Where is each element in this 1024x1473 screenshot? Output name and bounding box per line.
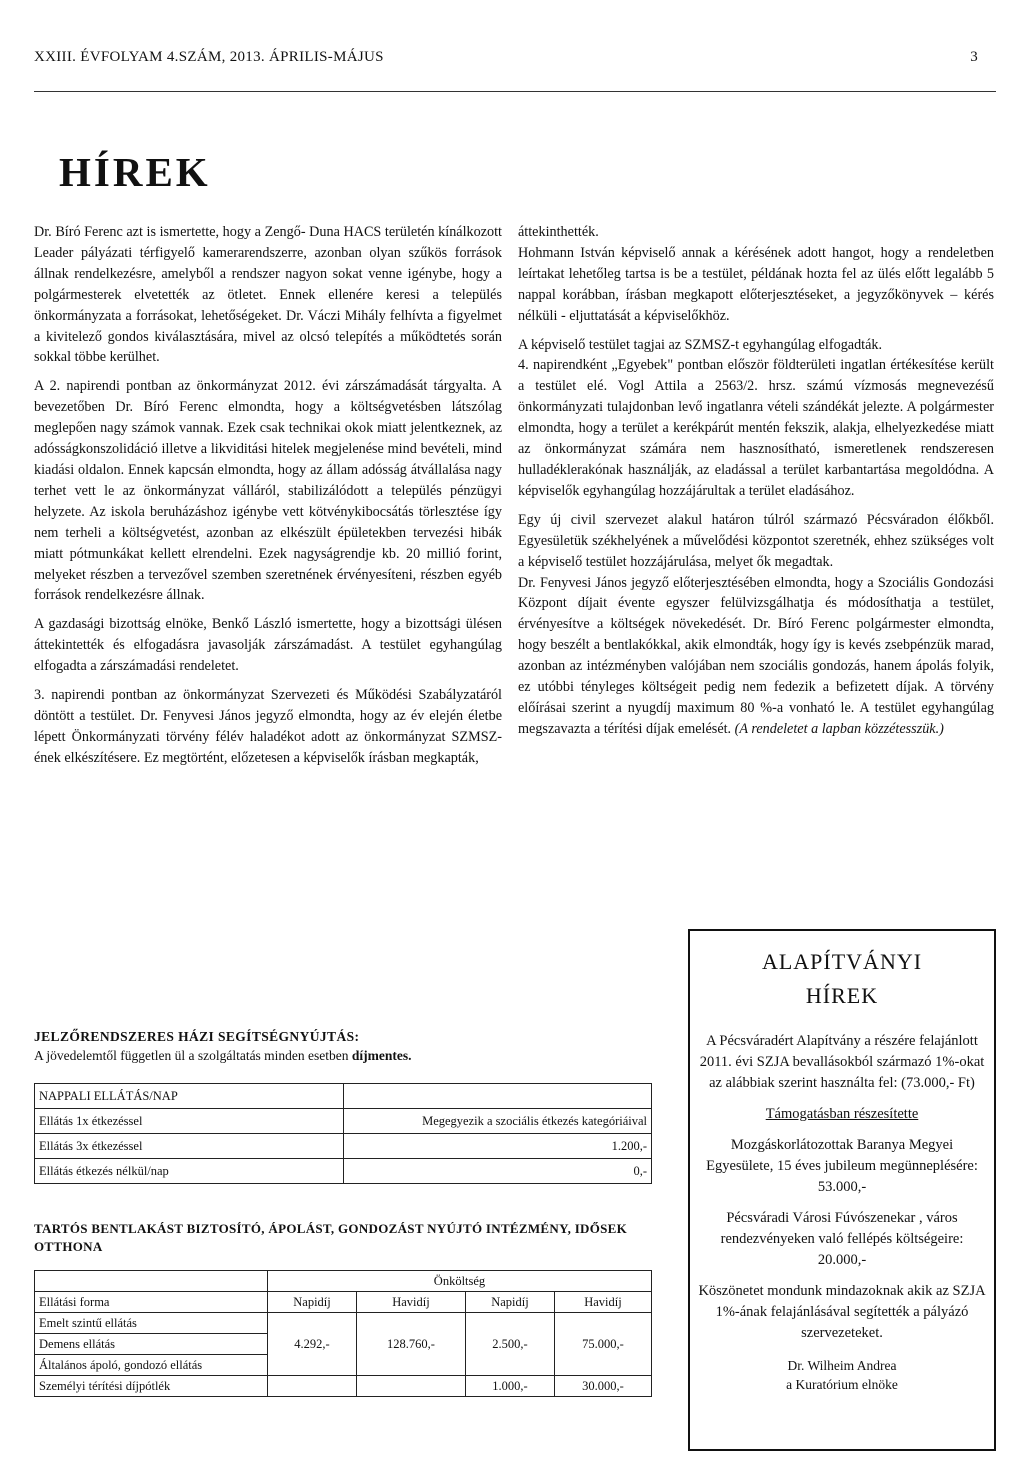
care-home-title: TARTÓS BENTLAKÁST BIZTOSÍTÓ, ÁPOLÁST, GONDOZÁST NYÚJTÓ INTÉZMÉNY, IDŐSEK OTTHONA xyxy=(34,1221,628,1254)
table-row xyxy=(35,1159,652,1184)
table-row xyxy=(35,1334,652,1355)
table-cell: Személyi térítési díjpótlék xyxy=(35,1376,268,1397)
table-header-cell: Ellátási forma xyxy=(35,1292,268,1313)
notice-text xyxy=(34,1046,664,1065)
paragraph: 4. napirendként „Egyebek" pontban először földterületi ingatlan értékesítése került a testület elé. Vogl Attila a 2563/2. hrsz. számú vízmosás megnevezésű önkormányzati tulajdonban levő ingatlanra vételi szándékát jelezte. A polgármester elmondta, hogy a terület a kerékpárút mentén fekszik, alakja, elhelyezkedése miatt az önkormányzat számára nem hasznosítható, ismeretlenek rendszeresen hulladéklerakónak használják, az eladással a terület karbantartása megoldódna. A képviselők egyhangúlag hozzájárultak a terület eladásához. xyxy=(518,357,994,499)
page-number: 3 xyxy=(970,49,978,65)
header-divider xyxy=(34,91,996,92)
table-cell: Ellátás étkezés nélkül/nap xyxy=(35,1159,344,1184)
table-cell xyxy=(357,1376,466,1397)
table-row xyxy=(35,1355,652,1376)
notice-body: A jövedelemtől független ül a szolgáltatás minden esetben xyxy=(34,1048,349,1063)
table-cell: Ellátás 3x étkezéssel xyxy=(35,1134,344,1159)
table-header-cell: Napidíj xyxy=(268,1292,357,1313)
issue-line: XXIII. ÉVFOLYAM 4.SZÁM, 2013. ÁPRILIS-MÁJUS xyxy=(34,49,384,65)
paragraph: Egy új civil szervezet alakul határon túlról származó Pécsváradon élőkből. Egyesületük székhelyének a művelődési központot szeretnék, ehhez szükséges volt a képviselő testület hozzájárulása, melyet ők megadtak. xyxy=(518,511,994,570)
table-row xyxy=(35,1271,652,1292)
box-thanks: Köszönetet mondunk mindazoknak akik az SZJA 1%-ának felajánlásával segítették a pályázó szervezeteket. xyxy=(698,1283,986,1341)
paragraph: áttekinthették. xyxy=(518,224,599,240)
right-column xyxy=(518,222,994,748)
table-cell xyxy=(465,1313,554,1334)
table-cell: Általános ápoló, gondozó ellátás xyxy=(35,1355,268,1376)
foundation-news-box xyxy=(688,929,996,1451)
box-title-line: ALAPÍTVÁNYI xyxy=(761,949,923,974)
publication-note: (A rendeletet a lapban közzétesszük.) xyxy=(734,720,944,737)
alarm-service-notice xyxy=(34,1027,664,1065)
table-cell xyxy=(554,1313,651,1334)
table-cell xyxy=(35,1271,268,1292)
table-cell: 1.200,- xyxy=(344,1134,652,1159)
paragraph: A képviselő testület tagjai az SZMSZ-t egyhangúlag elfogadták. xyxy=(518,336,883,353)
box-subtitle: Támogatásban részesítette xyxy=(765,1106,919,1122)
day-care-table xyxy=(34,1083,652,1184)
box-title-line: HÍREK xyxy=(805,983,879,1008)
section-title: HÍREK xyxy=(59,149,211,195)
box-intro: A Pécsváradért Alapítvány a részére felajánlott 2011. évi SZJA bevallásokból származó 1%-okat az alábbiak szerint használta fel: (73.000,- Ft) xyxy=(699,1033,985,1091)
paragraph: A 2. napirendi pontban az önkormányzat 2012. évi zárszámadását tárgyalta. A bevezetőben Dr. Bíró Ferenc elmondta, hogy a költségvetésben látszólag meglepően nagy számok vannak. Ezek csak technikai okok miatt jelentkeznek, az adósságkonszolidáció illetve a likviditási hitelek megjelenése mind bevételi, mind kiadási oldalon. Ennek kapcsán elmondta, hogy az állam adósság átvállalása nagy terhet vett le az önkormányzat válláról, stabilizálódott a település pénzügyi helyzete. Az iskola beruházáshoz igénybe vett kötvénykibocsátás törlesztése így nem terheli a költségvetést, azonban az elkészült épületekben tervezési hibák miatt pótmunkákat kellett elrendelni. Ezek nagyságrendje kb. 20 millió forint, melyeket részben a tervezővel szemben szeretnének érvényesíteni, részben egyéb források rendelkezésre állnak. xyxy=(34,378,502,604)
paragraph: Dr. Bíró Ferenc azt is ismertette, hogy a Zengő- Duna HACS területén kínálkozott Leader pályázati térfigyelő kamerarendszerre, azonban olyan szűkös források állnak rendelkezésre, amelyből a rendszer nagyon sokat venne igénybe, hogy a polgármesterek elvetették az ötletet. Ennek ellenére keresi a település önkormányzata a forrásokat, lehetőségeket. Dr. Váczi Mihály felhívta a figyelmet a kivitelező gondos kiválasztására, mivel az olcsó telepítés a működtetés során sokkal többe kerülhet. xyxy=(34,224,502,366)
notice-bold: díjmentes. xyxy=(351,1048,412,1063)
table-cell: 4.292,- xyxy=(268,1334,357,1355)
paragraph: A gazdasági bizottság elnöke, Benkő László ismertette, hogy a bizottsági ülésen áttekintették és elfogadásra javasolják zárszámadást. A testület egyhangúlag elfogadta a zárszámadási rendeletet. xyxy=(34,616,502,675)
paragraph-text: Dr. Fenyvesi János jegyző előterjesztésében elmondta, hogy a Szociális Gondozási Központ díjait évente egyszer felülvizsgálhatja és módosíthatja a testület, érvényesítve a költségek növekedését. Dr. Bíró Ferenc polgármester elmondta, hogy beszélt a bentlakókkal, akik elmondták, hogy így is kevés zsebpénzük marad, azonban az intézményben valójában nem szociális gondozás, hanem ápolás folyik, ez utóbbi tényleges költségeit pedig nem fedezik a befizetett díjak. A törvény előírásai szerint a nyugdíj maximum 80 %-a vonható le. A testület egyhangúlag megszavazta a térítési díjak emelését. xyxy=(518,574,994,737)
notice-title: JELZŐRENDSZERES HÁZI SEGÍTSÉGNYÚJTÁS: xyxy=(34,1029,360,1044)
table-cell: Demens ellátás xyxy=(35,1334,268,1355)
table-cell: Ellátás 1x étkezéssel xyxy=(35,1109,344,1134)
care-home-table xyxy=(34,1270,652,1397)
table-row xyxy=(35,1292,652,1313)
table-cell: Megegyezik a szociális étkezés kategóriáival xyxy=(344,1109,652,1134)
box-item: Mozgáskorlátozottak Baranya Megyei Egyesülete, 15 éves jubileum megünneplésére: 53.000,- xyxy=(706,1137,978,1195)
table-row xyxy=(35,1109,652,1134)
table-row xyxy=(35,1134,652,1159)
table-row xyxy=(35,1376,652,1397)
table-cell: Emelt szintű ellátás xyxy=(35,1313,268,1334)
table-cell xyxy=(357,1313,466,1334)
table-cell xyxy=(268,1313,357,1334)
table-cell xyxy=(268,1376,357,1397)
signature-name: Dr. Wilheim Andrea xyxy=(787,1358,897,1373)
paragraph: Hohmann István képviselő annak a kérésének adott hangot, hogy a rendeletben leírtakat lehetőleg tartsa is be a testület, példának hozta fel az ülés előtt legalább 5 nappal korábban, írásban megkapott előterjesztéseket, a jegyzőkönyvek – kérés nélküli - eljuttatását a képviselőkhöz. xyxy=(518,244,994,324)
table-header-cell: NAPPALI ELLÁTÁS/NAP xyxy=(35,1084,344,1109)
table-cell xyxy=(465,1355,554,1376)
signature-role: a Kuratórium elnöke xyxy=(786,1377,898,1392)
box-title xyxy=(698,945,986,1013)
page-header xyxy=(34,49,978,66)
table-cell xyxy=(268,1355,357,1376)
left-column xyxy=(34,222,502,777)
table-cell: 128.760,- xyxy=(357,1334,466,1355)
signature xyxy=(698,1356,986,1394)
table-row xyxy=(35,1084,652,1109)
table-header-cell: Havidíj xyxy=(554,1292,651,1313)
table-cell xyxy=(357,1355,466,1376)
box-item: Pécsváradi Városi Fúvószenekar , város rendezvényeken való fellépés költségeire: 20.000,- xyxy=(720,1210,964,1268)
table-cell xyxy=(344,1084,652,1109)
table-cell xyxy=(554,1355,651,1376)
paragraph xyxy=(518,573,994,740)
table-header-cell: Havidíj xyxy=(357,1292,466,1313)
table-cell: 1.000,- xyxy=(465,1376,554,1397)
table-row xyxy=(35,1313,652,1334)
table-cell: 0,- xyxy=(344,1159,652,1184)
table-cell: 30.000,- xyxy=(554,1376,651,1397)
table-header-cell: Napidíj xyxy=(465,1292,554,1313)
paragraph: 3. napirendi pontban az önkormányzat Szervezeti és Működési Szabályzatáról döntött a testület. Dr. Fenyvesi János jegyző elmondta, hogy az év elején életbe lépett Önkormányzati törvény félév haladékot adott az önkormányzat SZMSZ-ének elkészítésere. Ez megtörtént, előzetesen a képviselők írásban megkapták, xyxy=(34,687,502,766)
table-cell: 75.000,- xyxy=(554,1334,651,1355)
table-cell: 2.500,- xyxy=(465,1334,554,1355)
table-group-header: Önköltség xyxy=(268,1271,652,1292)
